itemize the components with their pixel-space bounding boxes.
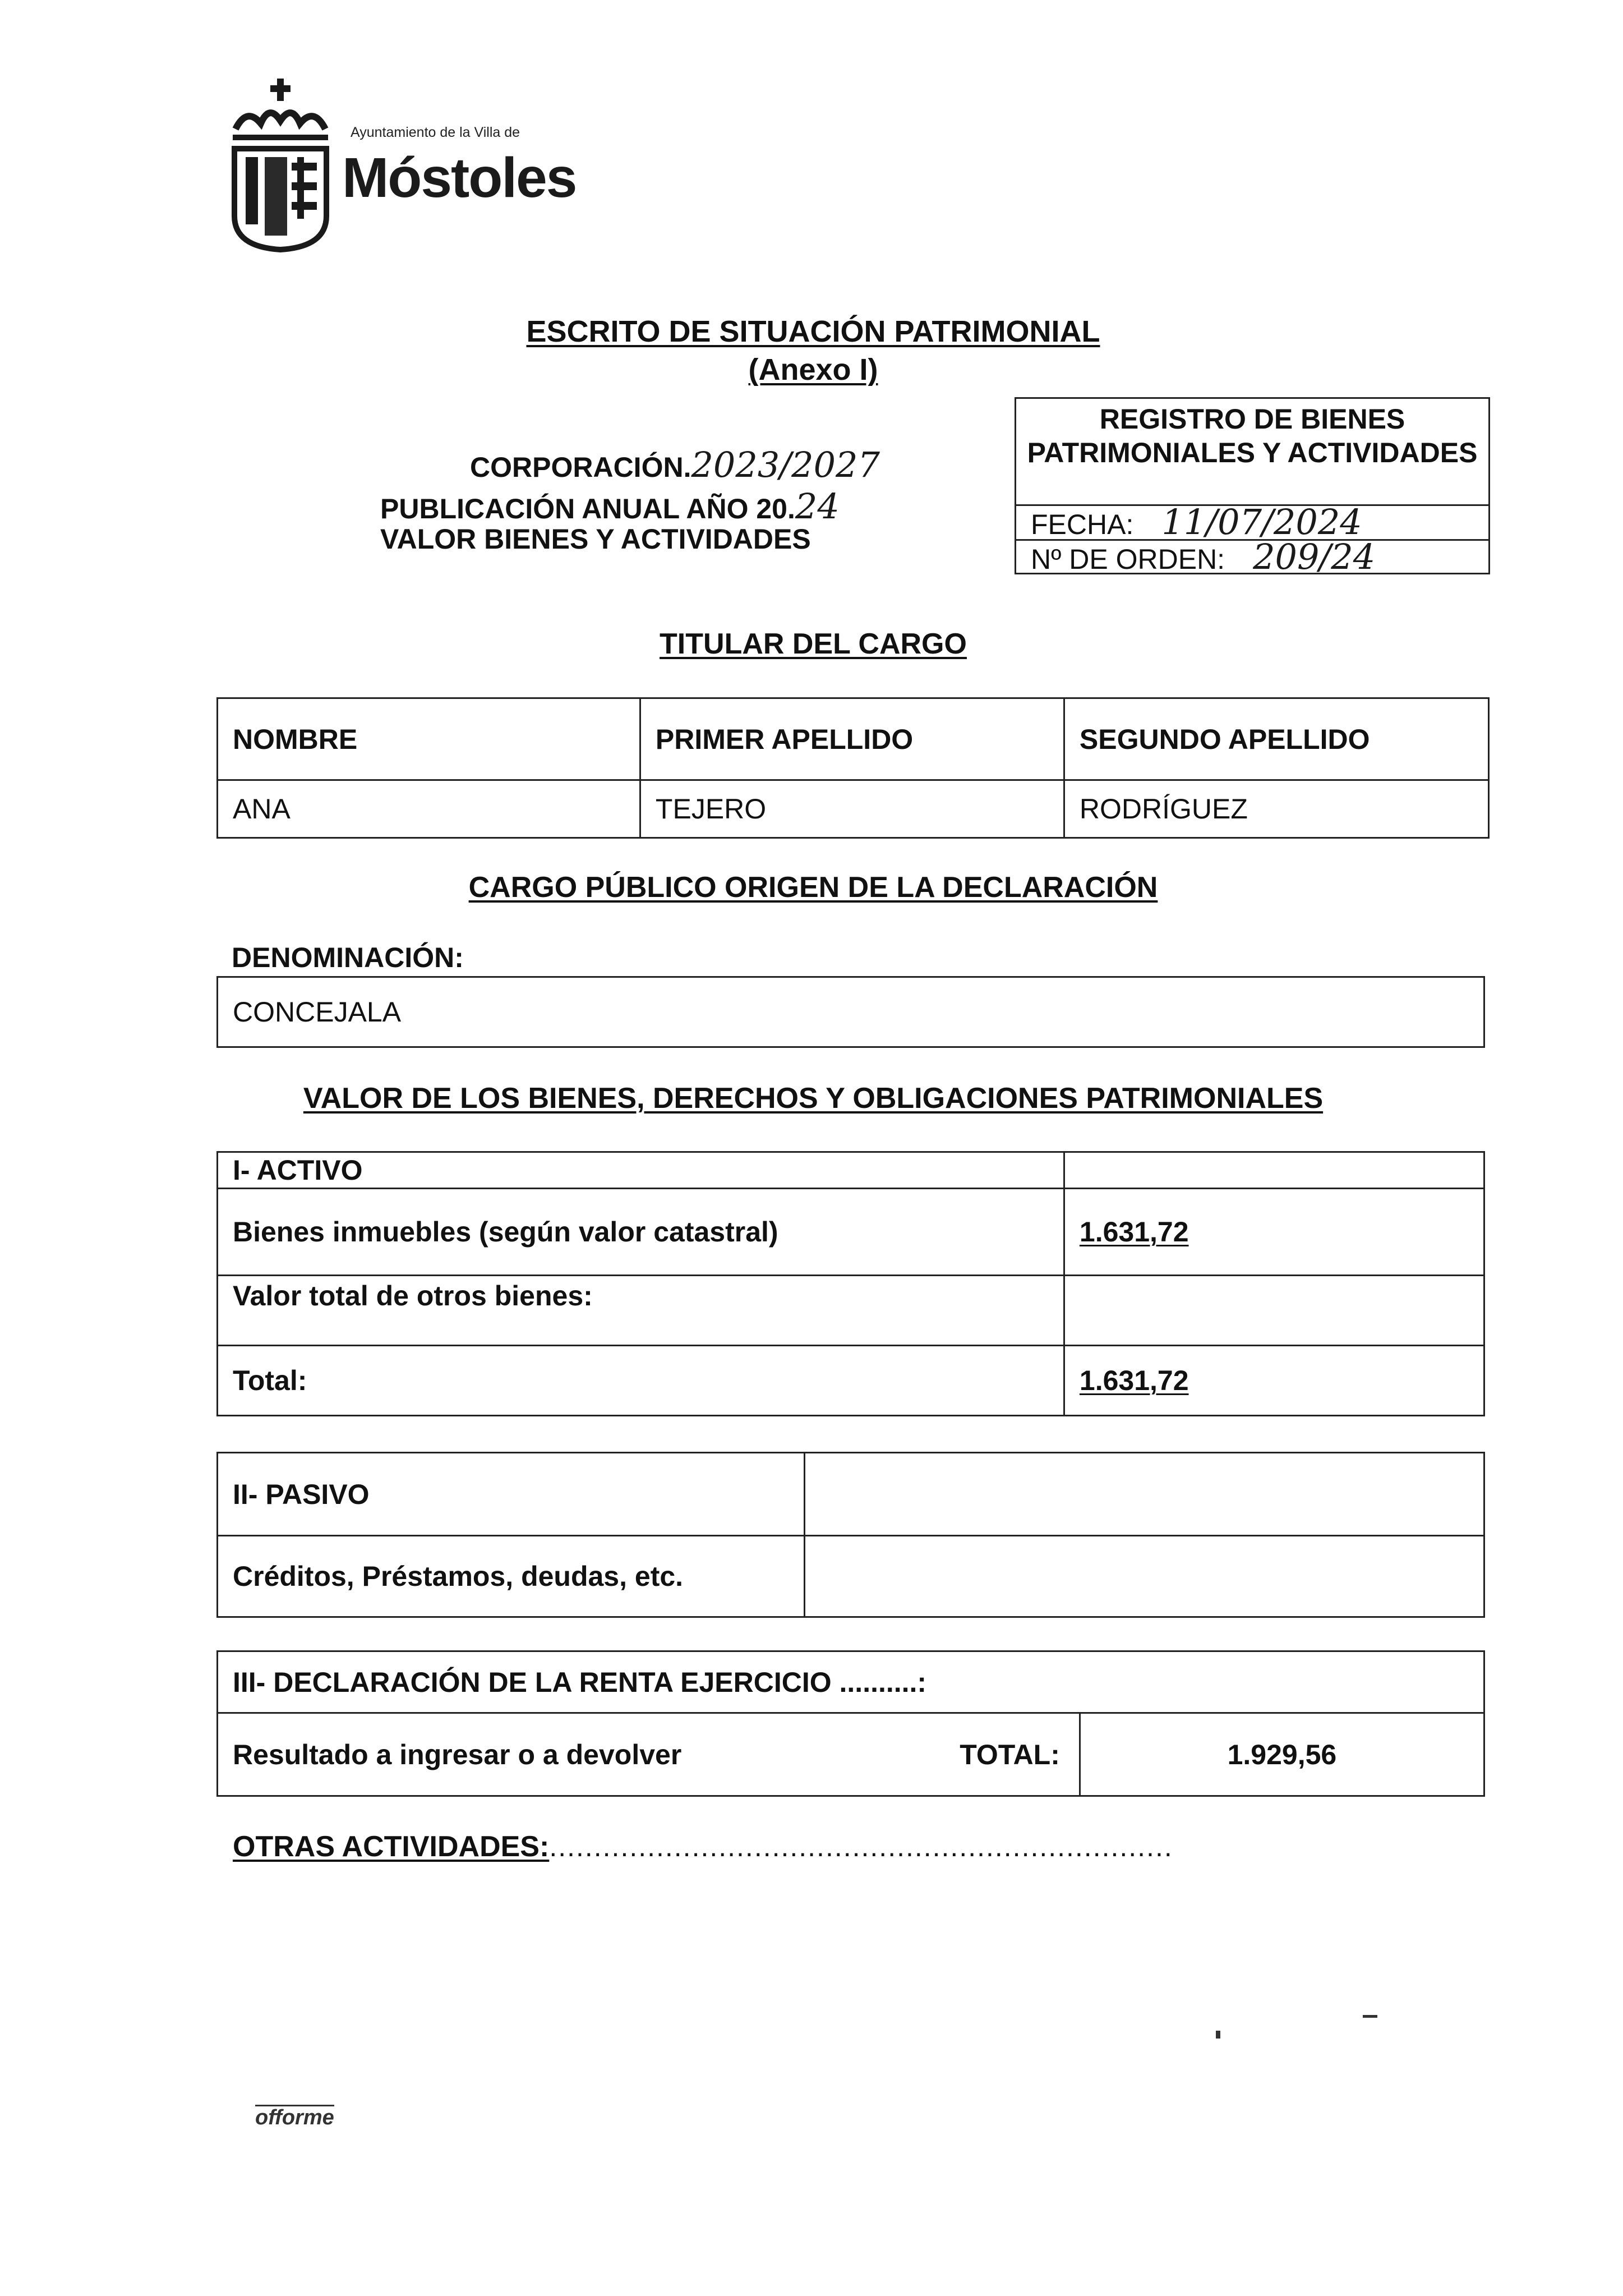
activo-otros-value xyxy=(1064,1276,1484,1346)
denominacion-box: CONCEJALA xyxy=(216,976,1485,1048)
corporacion-label: CORPORACIÓN. xyxy=(470,452,691,483)
activo-header: I- ACTIVO xyxy=(218,1152,1064,1189)
document-subtitle: (Anexo I) xyxy=(748,353,878,386)
renta-row-resultado xyxy=(218,1713,1484,1796)
orden-label: Nº DE ORDEN: xyxy=(1031,544,1225,575)
fecha-label: FECHA: xyxy=(1031,509,1134,540)
document-title: ESCRITO DE SITUACIÓN PATRIMONIAL xyxy=(526,315,1100,348)
scan-mark xyxy=(1216,2031,1220,2039)
titular-header-row xyxy=(218,698,1489,780)
activo-row-otros xyxy=(218,1276,1484,1346)
titular-nombre: ANA xyxy=(218,780,640,838)
activo-inmuebles-value-cell xyxy=(1064,1189,1484,1276)
corporacion-line xyxy=(470,444,880,485)
registro-fecha-row xyxy=(1016,501,1488,542)
activo-inmuebles-value: 1.631,72 xyxy=(1079,1216,1189,1248)
cargo-heading: CARGO PÚBLICO ORIGEN DE LA DECLARACIÓN xyxy=(468,871,1158,904)
valor-heading: VALOR DE LOS BIENES, DERECHOS Y OBLIGACIONES PATRIMONIALES xyxy=(303,1082,1324,1115)
pasivo-header: II- PASIVO xyxy=(218,1453,805,1536)
activo-otros-label: Valor total de otros bienes: xyxy=(218,1276,1064,1346)
renta-total-value: 1.929,56 xyxy=(1080,1713,1484,1796)
renta-total-label: TOTAL: xyxy=(960,1738,1060,1770)
activo-inmuebles-label: Bienes inmuebles (según valor catastral) xyxy=(218,1189,1064,1276)
pasivo-header-row xyxy=(218,1453,1484,1536)
publicacion-handwritten: 24 xyxy=(795,486,840,527)
titular-value-row xyxy=(218,780,1489,838)
denominacion-label: DENOMINACIÓN: xyxy=(232,942,464,973)
activo-total-value: 1.631,72 xyxy=(1079,1365,1189,1396)
fecha-handwritten: 11/07/2024 xyxy=(1161,501,1362,542)
activo-total-label: Total: xyxy=(218,1346,1064,1416)
publicacion-line xyxy=(380,486,840,527)
valor-bienes-label: VALOR BIENES Y ACTIVIDADES xyxy=(380,523,811,555)
publicacion-label: PUBLICACIÓN ANUAL AÑO 20. xyxy=(380,493,795,524)
renta-header: III- DECLARACIÓN DE LA RENTA EJERCICIO ..........: xyxy=(218,1651,1484,1713)
orden-handwritten: 209/24 xyxy=(1253,536,1376,577)
registro-box xyxy=(1015,397,1490,577)
titular-header-primer-apellido: PRIMER APELLIDO xyxy=(640,698,1064,780)
logo-name: Móstoles xyxy=(342,146,577,209)
activo-header-value xyxy=(1064,1152,1484,1189)
pasivo-creditos-label: Créditos, Préstamos, deudas, etc. xyxy=(218,1536,805,1617)
titular-header-nombre: NOMBRE xyxy=(218,698,640,780)
otras-actividades-label: OTRAS ACTIVIDADES: xyxy=(233,1830,550,1863)
renta-header-row xyxy=(218,1651,1484,1713)
activo-row-total xyxy=(218,1346,1484,1416)
pasivo-table xyxy=(216,1452,1485,1618)
titular-header-segundo-apellido: SEGUNDO APELLIDO xyxy=(1064,698,1488,780)
logo-tagline: Ayuntamiento de la Villa de xyxy=(351,125,520,140)
otras-actividades-dots: ...................................................................... xyxy=(549,1831,1173,1862)
activo-total-value-cell xyxy=(1064,1346,1484,1416)
renta-resultado-label: Resultado a ingresar o a devolver xyxy=(233,1738,682,1770)
activo-header-row xyxy=(218,1152,1484,1189)
registro-orden-row xyxy=(1016,536,1488,577)
otras-actividades-line xyxy=(233,1830,1173,1864)
renta-table xyxy=(216,1650,1485,1797)
activo-row-inmuebles xyxy=(218,1189,1484,1276)
registro-title: REGISTRO DE BIENES PATRIMONIALES Y ACTIVIDADES xyxy=(1027,403,1478,468)
municipal-logo xyxy=(230,79,623,264)
coat-of-arms-icon xyxy=(230,79,331,252)
pasivo-header-value xyxy=(804,1453,1484,1536)
titular-table xyxy=(216,697,1490,839)
renta-resultado-cell xyxy=(218,1713,1080,1796)
scan-mark xyxy=(1363,2015,1377,2018)
corporacion-handwritten: 2023/2027 xyxy=(691,444,880,485)
pasivo-creditos-value xyxy=(804,1536,1484,1617)
titular-primer-apellido: TEJERO xyxy=(640,780,1064,838)
footer-brand-logo: offorme xyxy=(255,2106,334,2129)
titular-heading: TITULAR DEL CARGO xyxy=(660,628,967,660)
pasivo-row-creditos xyxy=(218,1536,1484,1617)
titular-segundo-apellido: RODRÍGUEZ xyxy=(1064,780,1488,838)
activo-table xyxy=(216,1151,1485,1416)
